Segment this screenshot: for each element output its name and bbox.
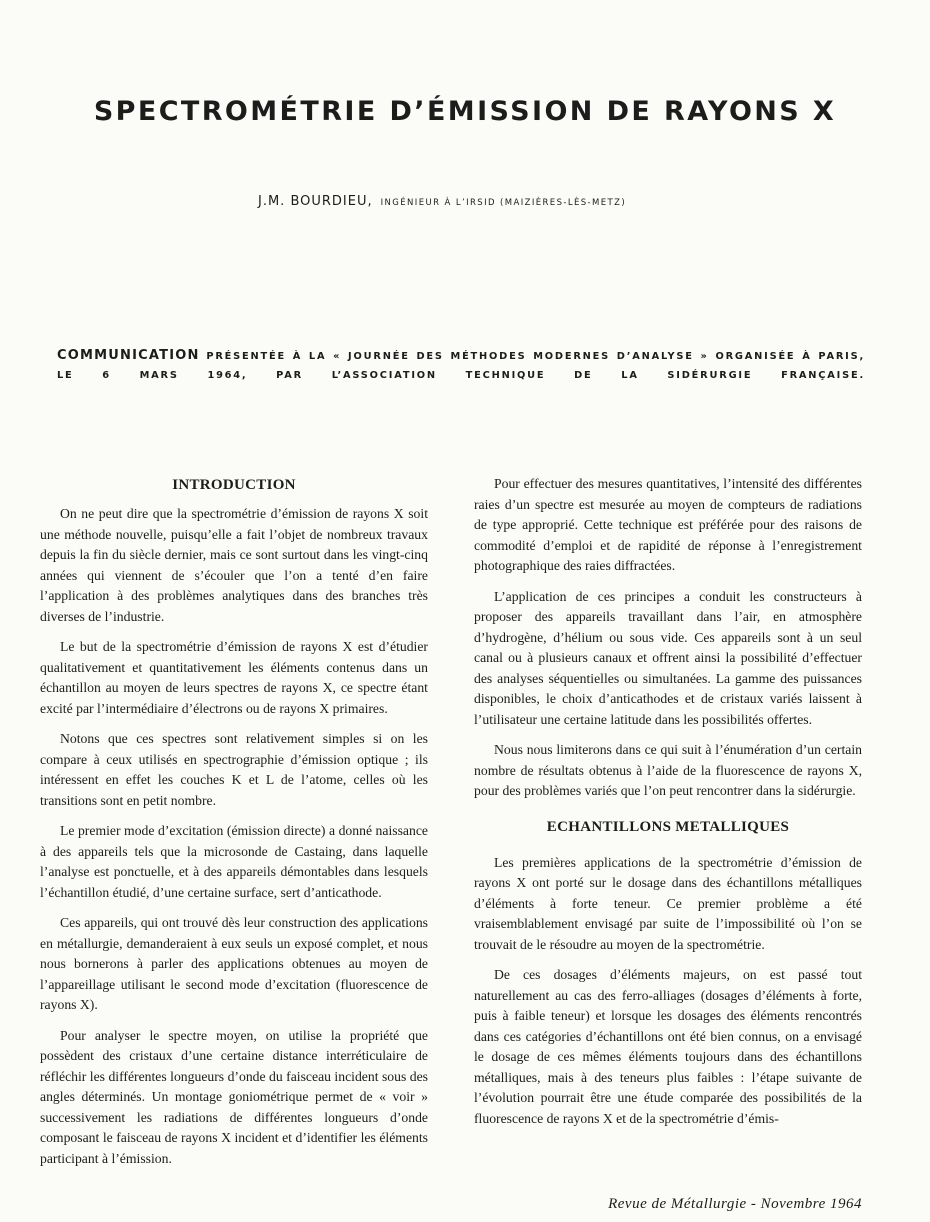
paragraph: Le premier mode d’excitation (émission directe) a donné naissance à des appareils tels que la microsonde de Castaing, dans laquelle l’analyse est ponctuelle, et à des appareils démontables dans lesquels l’échantillon étudié, d’une certaine surface, sert d’anticathode. — [40, 823, 428, 900]
communication-note — [57, 346, 865, 385]
paragraph: Les premières applications de la spectrométrie d’émission de rayons X ont porté sur le dosage dans des échantillons métalliques d’éléments à forte teneur. Ce premier problème a été vraisemblablement envisagé par suite de l’impossibilité où l’on se trouvait de le résoudre au moyen de la spectrométrie. — [474, 854, 862, 952]
paragraph: Notons que ces spectres sont relativement simples si on les compare à ceux utilisés en spectrographie d’émission optique ; ils intéressent en effet les couches K et L de l’atome, celles où les transitions sont en petit nombre. — [40, 731, 428, 808]
right-column — [474, 474, 862, 1139]
paragraph: Pour effectuer des mesures quantitatives, l’intensité des différentes raies d’un spectre est mesurée au moyen de compteurs de radiations de type approprié. Cette technique est préférée pour des raisons de commodité d’emploi et de rapidité de réponse à l’enregistrement photographique des raies diffractées. — [474, 476, 862, 573]
communication-text: PRÉSENTÉE À LA « JOURNÉE DES MÉTHODES MODERNES D’ANALYSE » ORGANISÉE À PARIS, LE 6 MARS 1964, PAR L’ASSOCIATION TECHNIQUE DE LA SIDÉRURGIE FRANÇAISE. — [57, 351, 865, 381]
left-column — [40, 474, 428, 1179]
section-heading-introduction: INTRODUCTION — [172, 477, 296, 493]
author-affiliation: INGÉNIEUR À L’IRSID (MAIZIÈRES-LÈS-METZ) — [380, 198, 627, 208]
author-line — [258, 194, 626, 209]
article-title: SPECTROMÉTRIE D’ÉMISSION DE RAYONS X — [93, 96, 837, 127]
paragraph: Le but de la spectrométrie d’émission de rayons X est d’étudier qualitativement et quantitativement les éléments contenus dans un échantillon au moyen de leurs spectres de rayons X, ce spectre étant excité par l’intermédiaire d’électrons ou de rayons X primaires. — [40, 639, 428, 716]
paragraph: De ces dosages d’éléments majeurs, on est passé tout naturellement au cas des ferro-alliages (dosages d’éléments à forte, puis à faible teneur) et lorsque les dosages des éléments rencontrés dans ces catégories d’échantillons ont été bien connus, on a envisagé le dosage de ces mêmes éléments toujours dans des échantillons métalliques, mais à des teneurs plus faibles : l’étape suivante de l’évolution pourrait être une étude comparée des possibilités de la fluorescence de rayons X et de la spectrométrie d’émis- — [474, 967, 862, 1126]
section-heading-echantillons: ECHANTILLONS METALLIQUES — [546, 818, 790, 835]
paragraph: On ne peut dire que la spectrométrie d’émission de rayons X soit une méthode nouvelle, puisqu’elle a fait l’objet de nombreux travaux depuis la fin du siècle dernier, mais ce sont surtout dans les vingt-cinq années qui viennent de s’écouler que l’on a tenté d’en faire l’application à des problèmes analytiques dans des branches très diverses de l’industrie. — [40, 506, 428, 624]
paragraph: Ces appareils, qui ont trouvé dès leur construction des applications en métallurgie, demanderaient à eux seuls un exposé complet, et nous nous bornerons à parler des applications obtenues au moyen de l’appareillage utilisant le second mode d’excitation (fluorescence de rayons X). — [40, 915, 428, 1012]
communication-first-word: COMMUNICATION — [57, 348, 200, 363]
paragraph: L’application de ces principes a conduit les constructeurs à proposer des appareils travaillant dans l’air, en atmosphère d’hydrogène, d’hélium ou sous vide. Ces appareils sont à un seul canal ou à plusieurs canaux et offrent ainsi la possibilité d’effectuer des analyses séquentielles ou simultanées. La gamme des puissances disponibles, le choix d’anticathodes et de cristaux variés laissent à l’utilisateur une certaine latitude dans les possibilités offertes. — [474, 588, 862, 727]
paragraph: Nous nous limiterons dans ce qui suit à l’énumération d’un certain nombre de résultats obtenus à l’aide de la fluorescence de rayons X, pour des problèmes variés que l’on peut rencontrer dans la sidérurgie. — [474, 742, 862, 798]
author-name: J.M. BOURDIEU, — [258, 194, 373, 209]
paragraph: Pour analyser le spectre moyen, on utilise la propriété que possèdent des cristaux d’une certaine distance interréticulaire de réfléchir les différentes longueurs d’onde du faisceau incident sous des angles déterminés. Un montage goniométrique permet de « voir » successivement les radiations de différentes longueurs d’onde composant le faisceau de rayons X incident et d’identifier les éléments participant à l’émission. — [40, 1027, 428, 1166]
journal-footer: Revue de Métallurgie - Novembre 1964 — [608, 1196, 862, 1212]
